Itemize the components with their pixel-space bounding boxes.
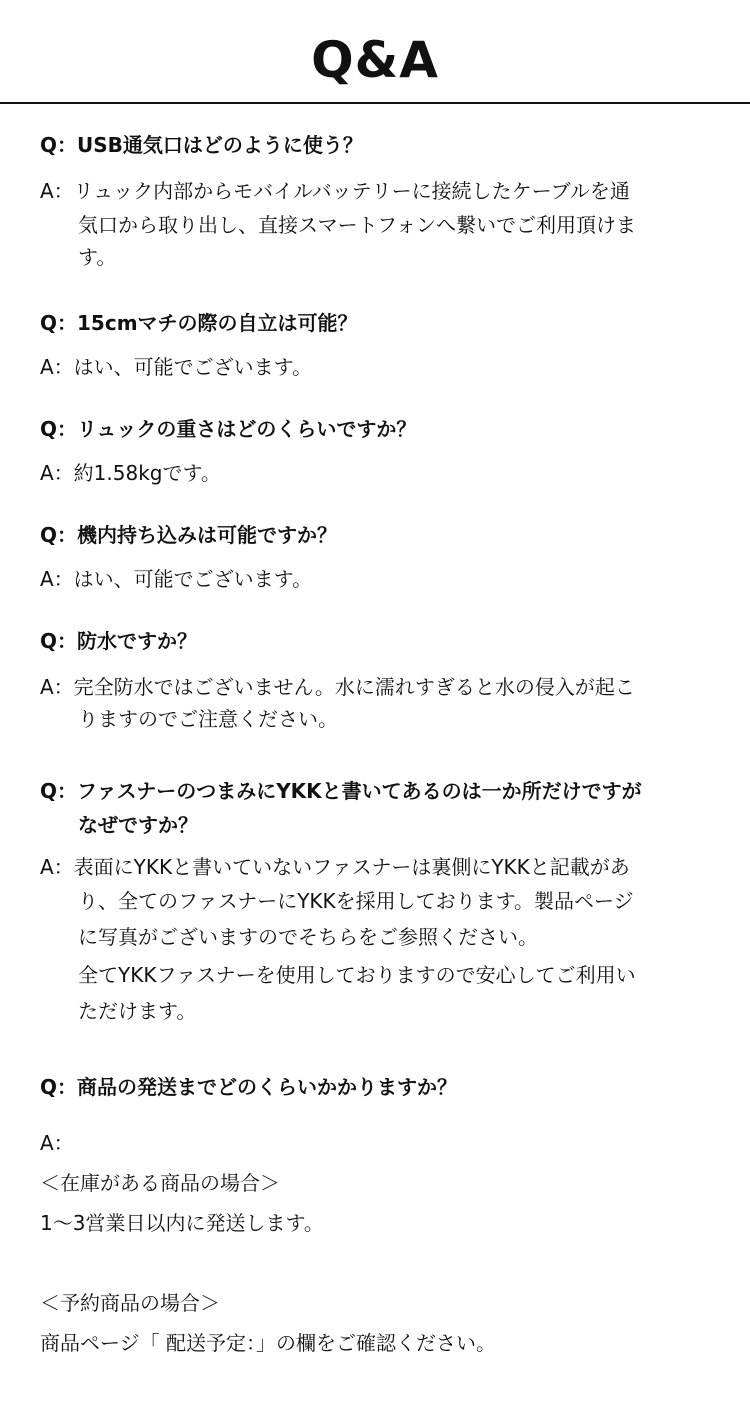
question-weight: Q：リュックの重さはどのくらいですか？ <box>40 417 417 441</box>
answer-ykk-line-4: 全てYKKファスナーを使用しておりますので安心してご利用い <box>78 963 636 987</box>
answer-ykk-line-5: ただけます。 <box>78 999 197 1023</box>
question-carry-on: Q：機内持ち込みは可能ですか？ <box>40 523 338 547</box>
answer-shipping-in-stock-heading: ＜在庫がある商品の場合＞ <box>40 1171 280 1195</box>
answer-waterproof-line-1: A：完全防水ではございません。水に濡れすぎると水の侵入が起こ <box>40 675 635 699</box>
answer-weight: A：約1.58kgです。 <box>40 461 221 485</box>
question-waterproof: Q：防水ですか？ <box>40 629 198 653</box>
answer-usb-vent-line-2: 気口から取り出し、直接スマートフォンへ繋いでご利用頂けま <box>78 213 636 237</box>
answer-waterproof-line-2: りますのでご注意ください。 <box>78 707 338 731</box>
answer-usb-vent-line-1: A：リュック内部からモバイルバッテリーに接続したケーブルを通 <box>40 179 630 203</box>
answer-carry-on: A：はい、可能でございます。 <box>40 567 313 591</box>
answer-shipping-label: A： <box>40 1131 74 1155</box>
answer-self-standing: A：はい、可能でございます。 <box>40 355 313 379</box>
question-usb-vent: Q：USB通気口はどのように使う？ <box>40 133 363 157</box>
question-ykk-line-2: なぜですか？ <box>78 813 198 837</box>
page-title: Q&A <box>311 31 439 89</box>
answer-ykk-line-2: り、全てのファスナーにYKKを採用しております。製品ページ <box>78 889 634 913</box>
answer-ykk-line-3: に写真がございますのでそちらをご参照ください。 <box>78 925 538 949</box>
question-self-standing: Q：15cmマチの際の自立は可能？ <box>40 311 358 335</box>
answer-ykk-line-1: A：表面にYKKと書いていないファスナーは裏側にYKKと記載があ <box>40 855 630 879</box>
answer-shipping-preorder-heading: ＜予約商品の場合＞ <box>40 1291 220 1315</box>
answer-shipping-in-stock-text: 1〜3営業日以内に発送します。 <box>40 1211 324 1235</box>
page-header <box>0 0 750 104</box>
answer-usb-vent-line-3: す。 <box>78 245 117 269</box>
answer-shipping-preorder-text: 商品ページ「 配送予定：」の欄をご確認ください。 <box>40 1331 496 1355</box>
question-ykk-line-1: Q：ファスナーのつまみにYKKと書いてあるのは一か所だけですが <box>40 779 642 803</box>
question-shipping: Q：商品の発送までどのくらいかかりますか？ <box>40 1075 458 1099</box>
